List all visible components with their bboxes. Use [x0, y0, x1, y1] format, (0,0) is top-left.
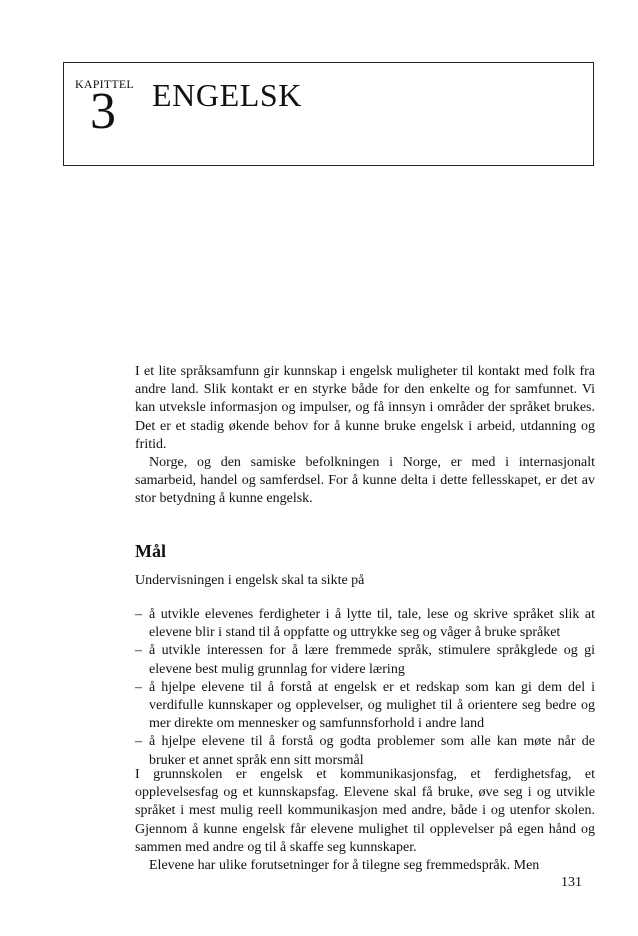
chapter-header-box — [63, 62, 594, 166]
intro-paragraph-2: Norge, og den samiske befolkningen i Norge, er med i internasjonalt samarbeid, handel og samferdsel. For å kunne delta i dette fellesskapet, er det av stor betydning å kunne engelsk. — [135, 455, 595, 507]
goals-list — [135, 606, 595, 770]
chapter-kicker: KAPITTEL — [75, 77, 134, 91]
goals-lead-text: Undervisningen i engelsk skal ta sikte på — [135, 573, 365, 588]
school-paragraph-2: Elevene har ulike forutsetninger for å tilegne seg fremmedspråk. Men — [149, 858, 540, 874]
goal-item-3: – å hjelpe elevene til å forstå at engelsk er et redskap som kan gi dem del i verdifulle kunnskaper og opplevelser, og mulighet til å orientere seg bedre og mer direkte om mennesker og samfunnsforhold i andre land — [135, 679, 595, 734]
goals-heading: Mål — [135, 541, 166, 561]
chapter-number: 3 — [90, 83, 116, 140]
school-paragraph-1: I grunnskolen er engelsk et kommunikasjonsfag, et ferdighetsfag, et opplevelsesfag og et kunnskapsfag. Elevene skal få bruke, øve seg i og utvikle språket i mest mulig reell kommunikasjon med andre, både i og utenfor skolen. Gjennom å kunne engelsk får elevene mulighet til opplevelser på egen hånd og sammen med andre og til å skaffe seg kunnskaper. — [135, 767, 595, 855]
goal-item-2: – å utvikle interessen for å lære fremmede språk, stimulere språkglede og gi elevene best mulig grunnlag for videre læring — [135, 642, 595, 678]
goal-item-4: – å hjelpe elevene til å forstå og godta problemer som alle kan møte når de bruker et annet språk enn sitt morsmål — [135, 733, 595, 769]
intro-section — [135, 363, 595, 509]
school-section — [135, 766, 595, 875]
intro-paragraph-1: I et lite språksamfunn gir kunnskap i engelsk muligheter til kontakt med folk fra andre land. Slik kontakt er en styrke både for den enkelte og for samfunnet. Vi kan utveksle informasjon og impulser, og få innsyn i områder der språket brukes. Det er et stadig økende behov for å kunne bruke engelsk i arbeid, utdanning og fritid. — [135, 364, 595, 452]
goals-lead — [135, 572, 595, 590]
chapter-title: ENGELSK — [152, 77, 302, 113]
goal-item-1: – å utvikle elevenes ferdigheter i å lytte til, tale, lese og skrive språket slik at elevene blir i stand til å oppfatte og uttrykke seg og våger å bruke språket — [135, 606, 595, 642]
page-number: 131 — [561, 875, 582, 890]
